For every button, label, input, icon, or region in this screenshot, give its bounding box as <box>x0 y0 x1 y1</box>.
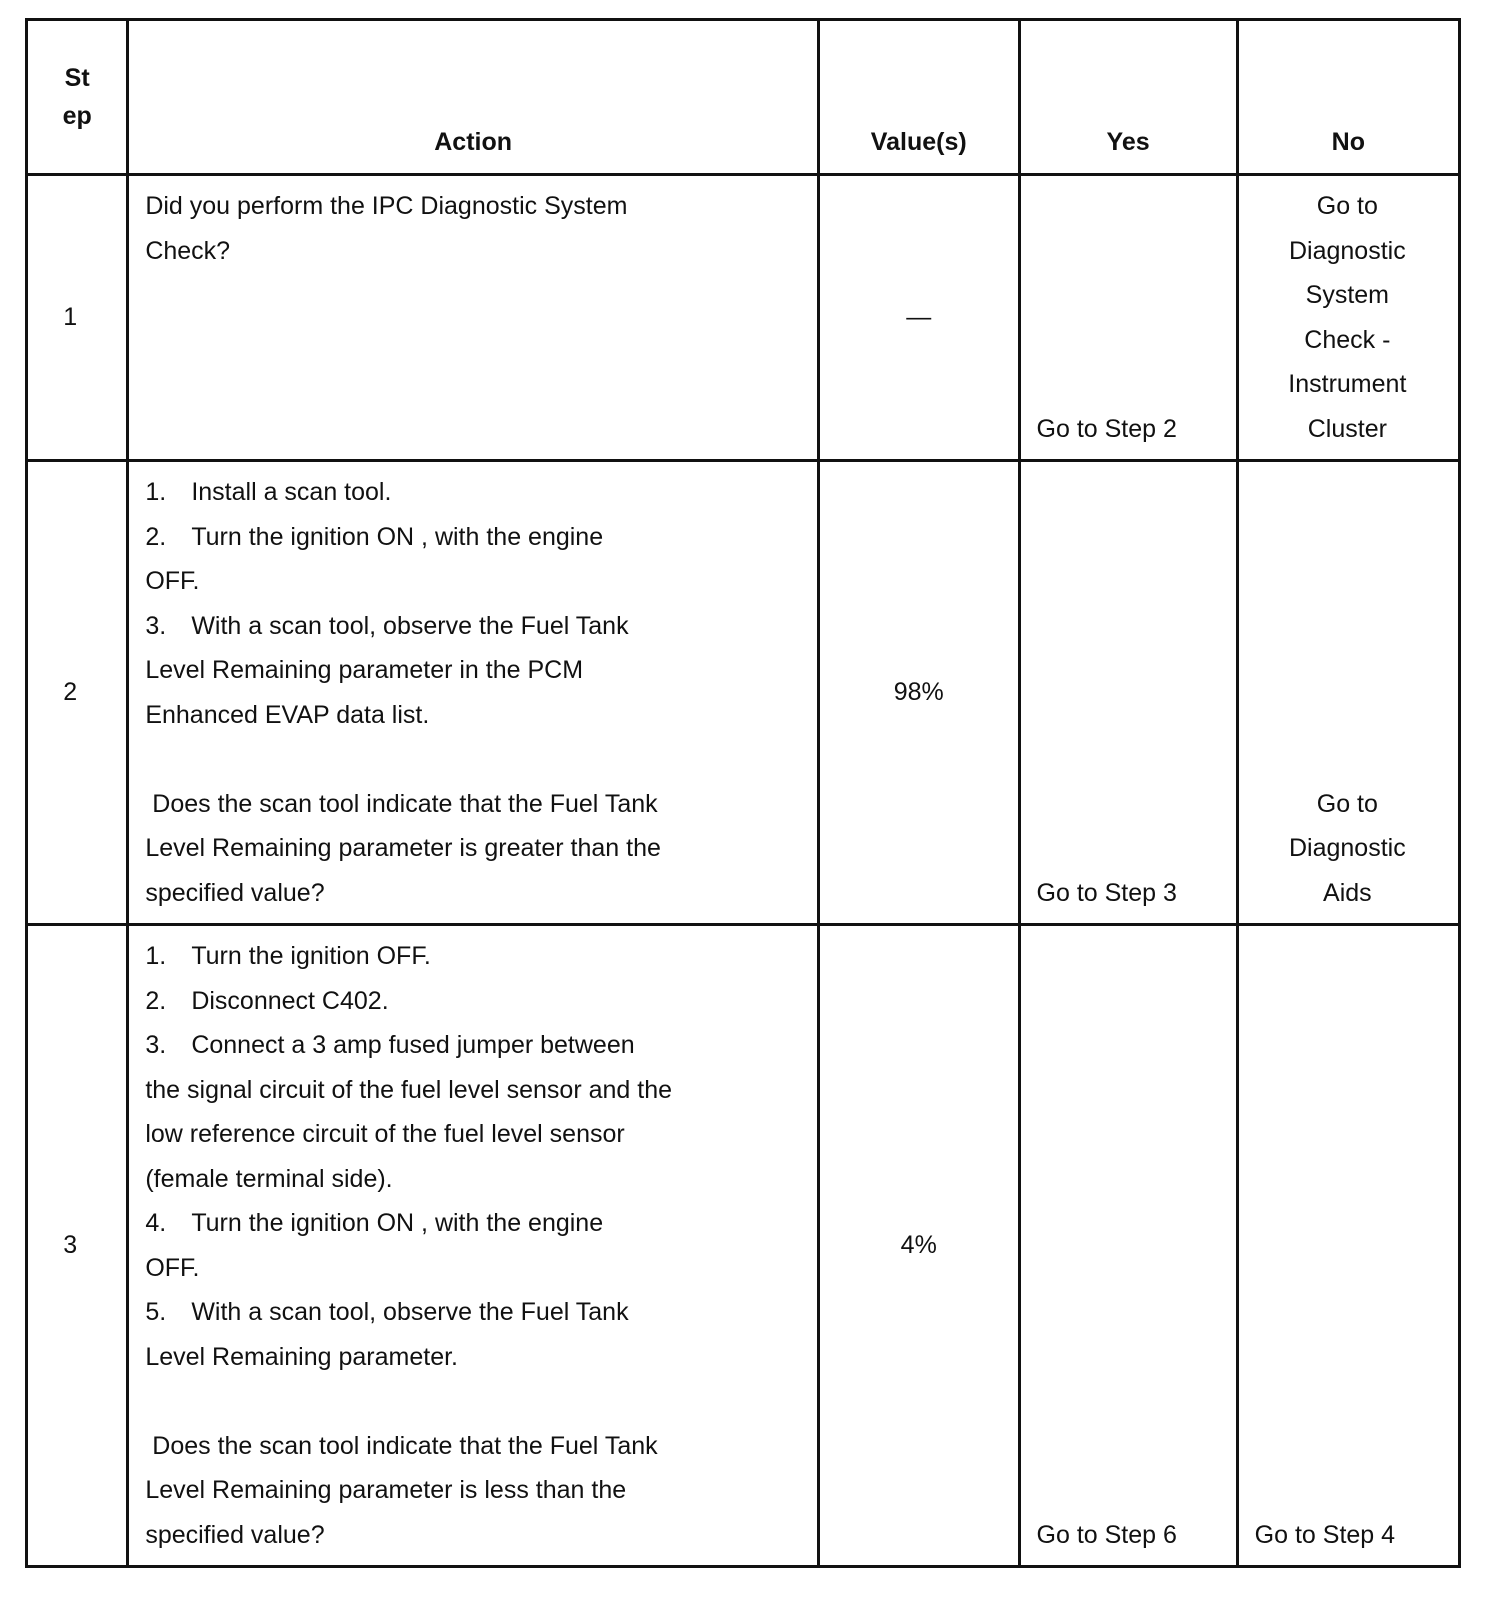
action-line: low reference circuit of the fuel level sensor <box>145 1120 625 1148</box>
question-line: specified value? <box>145 878 325 907</box>
action-line: Enhanced EVAP data list. <box>145 700 430 729</box>
no-line: Go to <box>1316 789 1378 818</box>
header-values: Value(s) <box>818 20 1019 175</box>
item-text: Turn the ignition OFF. <box>191 942 431 970</box>
action-line: Check? <box>145 236 231 265</box>
header-action: Action <box>128 20 819 175</box>
header-no: No <box>1237 20 1459 175</box>
item-number: 3. <box>145 611 167 640</box>
header-row <box>27 20 1460 175</box>
item-number: 1. <box>145 478 167 506</box>
action-item <box>145 604 797 649</box>
yes-cell: Go to Step 6 <box>1019 925 1237 1567</box>
item-number: 3. <box>145 1031 167 1059</box>
action-cell <box>128 461 819 925</box>
item-number: 2. <box>145 522 167 551</box>
step-number: 1 <box>27 175 128 461</box>
action-item <box>145 515 797 560</box>
table-row <box>27 175 1460 461</box>
action-line: Level Remaining parameter in the PCM <box>145 656 584 684</box>
item-number: 5. <box>145 1298 167 1326</box>
diagnostic-table <box>25 18 1461 1568</box>
step-number: 3 <box>27 925 128 1567</box>
table-row <box>27 461 1460 925</box>
no-cell <box>1237 925 1459 1567</box>
action-cell <box>128 925 819 1567</box>
header-step-line: St <box>64 64 90 92</box>
action-item <box>145 470 797 515</box>
item-number: 2. <box>145 986 167 1015</box>
no-cell <box>1237 461 1459 925</box>
item-number: 4. <box>145 1209 167 1237</box>
header-yes: Yes <box>1019 20 1237 175</box>
no-line: Check - <box>1304 325 1391 354</box>
step-number: 2 <box>27 461 128 925</box>
action-item <box>145 1201 797 1246</box>
no-cell <box>1237 175 1459 461</box>
spacer <box>145 737 797 782</box>
yes-cell: Go to Step 2 <box>1019 175 1237 461</box>
value-cell: 4% <box>818 925 1019 1567</box>
action-item <box>145 979 797 1024</box>
spacer <box>145 1379 797 1424</box>
no-line: System <box>1305 281 1390 309</box>
yes-cell: Go to Step 3 <box>1019 461 1237 925</box>
item-text: Install a scan tool. <box>191 478 392 506</box>
no-line: Go to <box>1316 192 1378 220</box>
item-text: With a scan tool, observe the Fuel Tank <box>191 1298 629 1326</box>
value-cell: — <box>818 175 1019 461</box>
action-line: the signal circuit of the fuel level sensor and the <box>145 1075 673 1104</box>
question-line: Level Remaining parameter is less than the <box>145 1476 627 1504</box>
action-line: Did you perform the IPC Diagnostic System <box>145 192 628 220</box>
no-line: Diagnostic <box>1288 834 1406 862</box>
table-row <box>27 925 1460 1567</box>
action-item <box>145 934 797 979</box>
no-line: Aids <box>1323 878 1372 907</box>
item-text: Turn the ignition ON , with the engine <box>191 522 604 551</box>
item-text: Disconnect C402. <box>191 986 389 1015</box>
no-line: Cluster <box>1307 414 1387 443</box>
item-text: With a scan tool, observe the Fuel Tank <box>191 611 629 640</box>
header-step-line: ep <box>62 102 92 130</box>
item-number: 1. <box>145 942 167 970</box>
action-line: OFF. <box>145 567 200 595</box>
no-line: Go to Step 4 <box>1254 1520 1396 1549</box>
action-item <box>145 1290 797 1335</box>
value-cell: 98% <box>818 461 1019 925</box>
action-line: Level Remaining parameter. <box>145 1342 458 1371</box>
no-line: Instrument <box>1288 370 1407 398</box>
item-text: Connect a 3 amp fused jumper between <box>191 1031 635 1059</box>
question-line: Does the scan tool indicate that the Fuel Tank <box>145 1431 658 1460</box>
action-item <box>145 1023 797 1068</box>
no-line: Diagnostic <box>1288 236 1406 265</box>
item-text: Turn the ignition ON , with the engine <box>191 1209 604 1237</box>
question-line: Does the scan tool indicate that the Fuel Tank <box>145 789 658 818</box>
question-line: Level Remaining parameter is greater than the <box>145 834 661 862</box>
action-line: OFF. <box>145 1253 200 1282</box>
question-line: specified value? <box>145 1520 325 1549</box>
action-cell <box>128 175 819 461</box>
action-line: (female terminal side). <box>145 1164 393 1193</box>
header-step <box>27 20 128 175</box>
